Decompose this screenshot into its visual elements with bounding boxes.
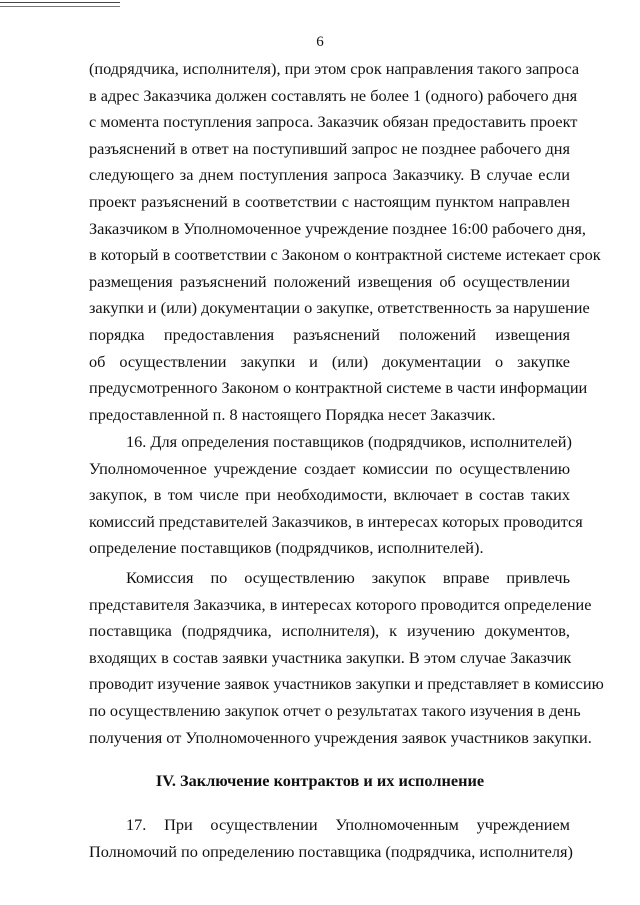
text-line: входящих в состав заявки участника закупки. В этом случае Заказчик bbox=[89, 647, 572, 667]
text-line: предоставленной п. 8 настоящего Порядка несет Заказчик. bbox=[89, 404, 496, 424]
text-line: Полномочий по определению поставщика (подрядчика, исполнителя) bbox=[89, 841, 573, 861]
text-line: 16. Для определения поставщиков (подрядчиков, исполнителей) bbox=[126, 432, 572, 451]
text-line: об осуществлении закупки и (или) документации о закупке bbox=[89, 351, 570, 371]
text-line: (подрядчика, исполнителя), при этом срок направления такого запроса bbox=[89, 59, 580, 78]
text-line: в который в соответствии с Законом о контрактной системе истекает срок bbox=[89, 245, 601, 265]
text-line: следующего за днем поступления запроса Заказчику. В случае если bbox=[89, 165, 570, 185]
text-line: 17. При осуществлении Уполномоченным учреждением bbox=[126, 815, 570, 834]
text-line: с момента поступления запроса. Заказчик обязан предоставить проект bbox=[89, 112, 578, 132]
text-line: получения от Уполномоченного учреждения заявок участников закупки. bbox=[89, 727, 592, 747]
text-line: в адрес Заказчика должен составлять не более 1 (одного) рабочего дня bbox=[89, 85, 578, 105]
page-number: 6 bbox=[316, 34, 324, 50]
section-heading: IV. Заключение контрактов и их исполнение bbox=[155, 771, 485, 790]
text-line: размещения разъяснений положений извещения об осуществлении bbox=[89, 271, 570, 291]
paragraph-continuation bbox=[89, 56, 601, 428]
text-line: проводит изучение заявок участников закупки и представляет в комиссию bbox=[89, 674, 604, 694]
text-line: проект разъяснений в соответствии с настоящим пунктом направлен bbox=[89, 191, 570, 211]
text-line: комиссий представителей Заказчиков, в интересах которых проводится bbox=[89, 511, 583, 531]
text-line: порядка предоставления разъяснений положений извещения bbox=[89, 324, 570, 344]
text-line: поставщика (подрядчика, исполнителя), к изучению документов, bbox=[89, 621, 570, 641]
text-line: Комиссия по осуществлению закупок вправе привлечь bbox=[126, 568, 570, 587]
text-line: закупок, в том числе при необходимости, включает в состав таких bbox=[89, 485, 570, 505]
text-line: по осуществлению закупок отчет о результатах такого изучения в день bbox=[89, 700, 581, 720]
paragraph-commission bbox=[89, 565, 604, 751]
text-line: предусмотренного Законом о контрактной системе в части информации bbox=[89, 378, 588, 398]
text-line: разъяснений в ответ на поступивший запрос не позднее рабочего дня bbox=[89, 138, 570, 158]
text-line: представителя Заказчика, в интересах которого проводится определение bbox=[89, 594, 592, 614]
scan-edge-artifact bbox=[0, 2, 120, 7]
paragraph-17 bbox=[89, 812, 573, 865]
text-line: определение поставщиков (подрядчиков, исполнителей). bbox=[89, 538, 484, 558]
text-line: Уполномоченное учреждение создает комиссии по осуществлению bbox=[89, 458, 570, 478]
paragraph-16 bbox=[89, 429, 583, 562]
text-line: Заказчиком в Уполномоченное учреждение позднее 16:00 рабочего дня, bbox=[89, 218, 586, 238]
text-line: закупки и (или) документации о закупке, ответственность за нарушение bbox=[89, 298, 590, 318]
